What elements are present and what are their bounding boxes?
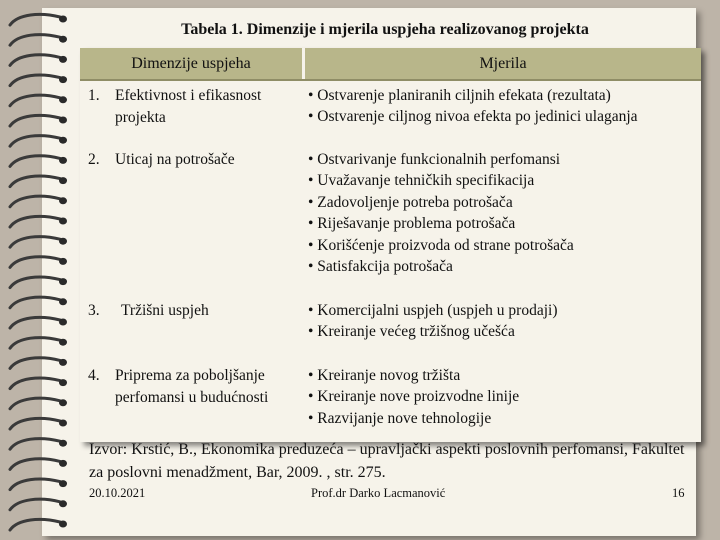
source-citation: Izvor: Krstić, B., Ekonomika preduzeća – upravljački aspekti poslovnih perfomansi, Fakultet za poslovni menadžment, Bar, 2009. , str. 275.	[89, 441, 685, 481]
row-measure: • Komercijalni uspjeh (uspjeh u prodaji)	[308, 302, 558, 319]
binding-ring	[10, 257, 60, 268]
row-measure: • Kreiranje novog tržišta	[308, 367, 461, 384]
row-dimension: Efektivnost i efikasnost projekta	[115, 87, 262, 126]
binding-ring	[10, 216, 60, 227]
binding-hole	[59, 177, 67, 184]
row-measure: • Razvijanje nove tehnologije	[308, 410, 492, 427]
binding-ring	[10, 358, 60, 369]
binding-hole	[59, 56, 67, 63]
success-dimensions-table	[80, 48, 701, 442]
row-dimension: Priprema za poboljšanje perfomansi u budućnosti	[115, 367, 269, 406]
row-measure: • Riješavanje problema potrošača	[308, 215, 516, 232]
row-measure: • Ostvarenje ciljnog nivoa efekta po jedinici ulaganja	[308, 108, 638, 125]
binding-ring	[10, 55, 60, 66]
table-title: Tabela 1. Dimenzije i mjerila uspjeha realizovanog projekta	[181, 21, 589, 38]
binding-hole	[59, 96, 67, 103]
binding-hole	[59, 298, 67, 305]
binding-ring	[10, 277, 60, 288]
page-number: 16	[672, 486, 685, 500]
binding-ring	[10, 439, 60, 450]
row-measure: • Zadovoljenje potreba potrošača	[308, 194, 513, 211]
binding-hole	[59, 137, 67, 144]
binding-ring	[10, 418, 60, 429]
binding-hole	[59, 339, 67, 346]
binding-ring	[10, 398, 60, 409]
binding-ring	[10, 115, 60, 126]
spiral-binding	[0, 0, 80, 540]
binding-hole	[59, 117, 67, 124]
binding-hole	[59, 218, 67, 225]
row-dimension: Uticaj na potrošače	[115, 151, 235, 168]
row-number: 2.	[88, 151, 100, 168]
binding-ring	[10, 156, 60, 167]
binding-hole	[59, 319, 67, 326]
binding-ring	[10, 75, 60, 86]
binding-hole	[59, 500, 67, 507]
row-number: 3.	[88, 302, 100, 319]
binding-ring	[10, 378, 60, 389]
row-measure: • Ostvarenje planiranih ciljnih efekata (rezultata)	[308, 87, 611, 104]
header-divider	[80, 79, 701, 81]
binding-ring	[10, 459, 60, 470]
binding-hole	[59, 440, 67, 447]
binding-hole	[59, 521, 67, 528]
binding-ring	[10, 95, 60, 106]
row-measure: • Korišćenje proizvoda od strane potrošača	[308, 237, 574, 254]
row-number: 1.	[88, 87, 100, 104]
binding-ring	[10, 196, 60, 207]
binding-ring	[10, 519, 60, 530]
binding-ring	[10, 479, 60, 490]
row-measure: • Ostvarivanje funkcionalnih perfomansi	[308, 151, 561, 168]
binding-hole	[59, 197, 67, 204]
binding-hole	[59, 258, 67, 265]
binding-hole	[59, 16, 67, 23]
binding-hole	[59, 480, 67, 487]
binding-ring	[10, 35, 60, 46]
binding-hole	[59, 399, 67, 406]
binding-hole	[59, 278, 67, 285]
binding-hole	[59, 76, 67, 83]
binding-ring	[10, 297, 60, 308]
row-measure: • Satisfakcija potrošača	[308, 258, 453, 275]
binding-hole	[59, 379, 67, 386]
binding-hole	[59, 157, 67, 164]
row-measure: • Kreiranje većeg tržišnog učešća	[308, 323, 515, 340]
binding-ring	[10, 136, 60, 147]
row-number: 4.	[88, 367, 100, 384]
binding-hole	[59, 238, 67, 245]
header-dimensions: Dimenzije uspjeha	[80, 48, 302, 79]
binding-ring	[10, 176, 60, 187]
binding-hole	[59, 36, 67, 43]
binding-hole	[59, 359, 67, 366]
footer-date: 20.10.2021	[89, 486, 146, 500]
row-measure: • Kreiranje nove proizvodne linije	[308, 388, 520, 405]
binding-ring	[10, 14, 60, 25]
row-measure: • Uvažavanje tehničkih specifikacija	[308, 172, 535, 189]
row-dimension: Tržišni uspjeh	[121, 302, 209, 319]
binding-ring	[10, 499, 60, 510]
header-measures: Mjerila	[305, 48, 701, 79]
footer-author: Prof.dr Darko Lacmanović	[311, 486, 446, 500]
binding-ring	[10, 317, 60, 328]
binding-hole	[59, 420, 67, 427]
binding-ring	[10, 237, 60, 248]
binding-hole	[59, 460, 67, 467]
binding-ring	[10, 338, 60, 349]
